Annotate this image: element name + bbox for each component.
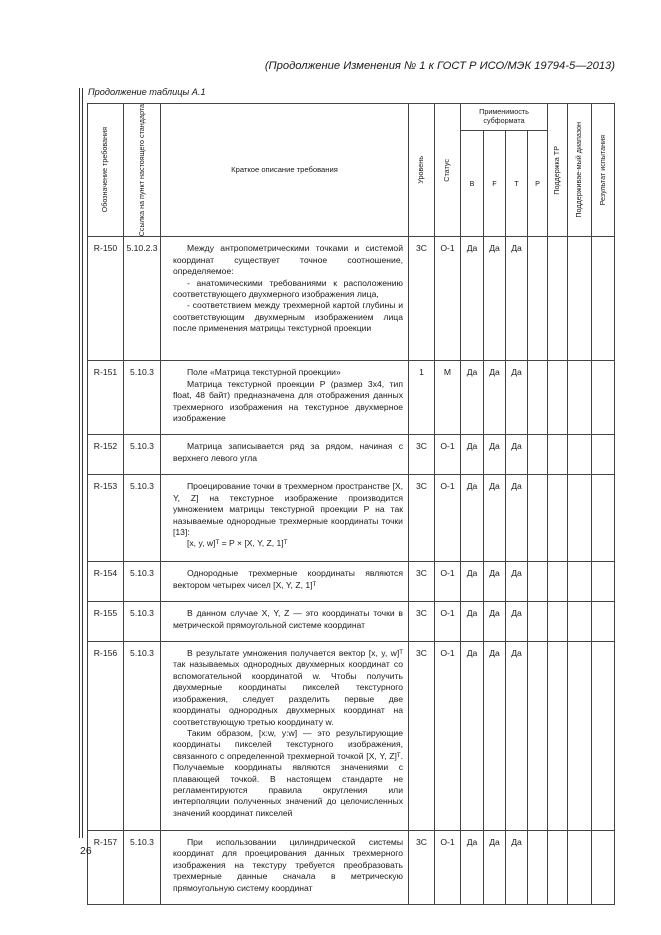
req-description — [161, 830, 409, 904]
table-body — [88, 237, 615, 905]
header-sub-b: В — [461, 131, 484, 237]
req-status: О-1 — [435, 237, 461, 361]
req-ref: 5.10.3 — [124, 475, 161, 562]
applicability-b: Да — [461, 435, 484, 475]
applicability-b: Да — [461, 641, 484, 830]
req-description — [161, 475, 409, 562]
header-description: Краткое описание требования — [161, 104, 409, 237]
req-description — [161, 237, 409, 361]
req-level: 3С — [409, 830, 435, 904]
tr-support-cell — [548, 602, 568, 642]
applicability-p — [528, 641, 548, 830]
header-test-result: Результат испытания — [592, 104, 615, 237]
tr-support-cell — [548, 641, 568, 830]
margin-bar-right — [82, 88, 83, 838]
req-level: 3С — [409, 435, 435, 475]
applicability-t: Да — [506, 435, 528, 475]
header-level: Уровень — [409, 104, 435, 237]
applicability-t: Да — [506, 475, 528, 562]
tr-support-cell — [548, 830, 568, 904]
req-ref: 5.10.2.3 — [124, 237, 161, 361]
test-result-cell — [592, 475, 615, 562]
header-sub-p: Р — [528, 131, 548, 237]
req-description — [161, 361, 409, 435]
applicability-f: Да — [484, 435, 506, 475]
applicability-b: Да — [461, 237, 484, 361]
tr-support-cell — [548, 562, 568, 602]
applicability-b: Да — [461, 830, 484, 904]
test-result-cell — [592, 361, 615, 435]
range-support-cell — [568, 237, 592, 361]
applicability-f: Да — [484, 361, 506, 435]
table-continuation-label: Продолжение таблицы А.1 — [88, 87, 206, 97]
description-paragraph: - соответствием между трехмерной картой глубины и соответствующим двухмерным изображением лица после применения матрицы текстурной проекции — [173, 300, 403, 334]
req-description — [161, 562, 409, 602]
tr-support-cell — [548, 435, 568, 475]
applicability-f: Да — [484, 602, 506, 642]
applicability-t: Да — [506, 602, 528, 642]
test-result-cell — [592, 830, 615, 904]
applicability-f: Да — [484, 237, 506, 361]
test-result-cell — [592, 562, 615, 602]
table-row — [88, 361, 615, 435]
header-applicability: Применимость субформата — [461, 104, 548, 131]
applicability-p — [528, 435, 548, 475]
description-paragraph: Поле «Матрица текстурной проекции» — [187, 367, 341, 378]
req-id: R-152 — [88, 435, 124, 475]
description-paragraph: В результате умножения получается вектор [x, y, w]ᵀ так называемых однородных двухмерных координат со вспомогательной координатой w. Чтобы получить двухмерные координаты пикселей текстурного изображения, следует разделить первые две координаты однородных двухмерных координат на соответствующую третью координату w. — [173, 647, 403, 727]
description-paragraph: Однородные трехмерные координаты являются вектором четырех чисел [X, Y, Z, 1]ᵀ — [173, 568, 403, 590]
req-status: О-1 — [435, 602, 461, 642]
applicability-f: Да — [484, 830, 506, 904]
applicability-p — [528, 361, 548, 435]
range-support-cell — [568, 830, 592, 904]
req-level: 3С — [409, 562, 435, 602]
test-result-cell — [592, 602, 615, 642]
test-result-cell — [592, 237, 615, 361]
req-id: R-151 — [88, 361, 124, 435]
table-row — [88, 562, 615, 602]
req-id: R-153 — [88, 475, 124, 562]
applicability-p — [528, 475, 548, 562]
req-ref: 5.10.3 — [124, 641, 161, 830]
description-paragraph: Матрица текстурной проекции P (размер 3x4, тип float, 48 байт) предназначена для отображения данных трехмерного изображения на текстурное двухмерное изображение — [173, 378, 403, 424]
range-support-cell — [568, 641, 592, 830]
applicability-f: Да — [484, 562, 506, 602]
req-description — [161, 641, 409, 830]
req-description — [161, 602, 409, 642]
req-level: 1 — [409, 361, 435, 435]
table-row — [88, 602, 615, 642]
applicability-t: Да — [506, 830, 528, 904]
req-status: О-1 — [435, 562, 461, 602]
req-status: О-1 — [435, 641, 461, 830]
range-support-cell — [568, 435, 592, 475]
margin-bar-left — [79, 88, 80, 838]
header-range-support: Поддерживае-мый диапазон — [568, 104, 592, 237]
req-id: R-150 — [88, 237, 124, 361]
req-level: 3С — [409, 602, 435, 642]
req-level: 3С — [409, 641, 435, 830]
test-result-cell — [592, 435, 615, 475]
page-number: 26 — [80, 845, 92, 857]
req-id: R-154 — [88, 562, 124, 602]
table-row — [88, 475, 615, 562]
header-tr-support: Поддержка ТР — [548, 104, 568, 237]
applicability-b: Да — [461, 361, 484, 435]
description-paragraph: Между антропометрическими точками и системой координат существует точное соотношение, определяемое: — [173, 243, 403, 277]
applicability-t: Да — [506, 641, 528, 830]
table-row — [88, 641, 615, 830]
applicability-b: Да — [461, 602, 484, 642]
req-level: 3С — [409, 237, 435, 361]
applicability-b: Да — [461, 475, 484, 562]
header-designation: Обозначение требования — [88, 104, 124, 237]
applicability-p — [528, 237, 548, 361]
header-sub-f: F — [484, 131, 506, 237]
range-support-cell — [568, 602, 592, 642]
applicability-t: Да — [506, 361, 528, 435]
description-paragraph: Матрица записывается ряд за рядом, начиная с верхнего левого угла — [173, 441, 403, 463]
applicability-f: Да — [484, 641, 506, 830]
req-description — [161, 435, 409, 475]
tr-support-cell — [548, 361, 568, 435]
tr-support-cell — [548, 475, 568, 562]
applicability-p — [528, 562, 548, 602]
tr-support-cell — [548, 237, 568, 361]
req-status: О-1 — [435, 475, 461, 562]
req-id: R-155 — [88, 602, 124, 642]
description-paragraph: При использовании цилиндрической системы координат для проецирования данных трехмерного изображения на текстуру требуется преобразовать трехмерные данные сначала в метрическую прямоугольную систему координат — [173, 836, 403, 893]
range-support-cell — [568, 475, 592, 562]
applicability-p — [528, 602, 548, 642]
range-support-cell — [568, 562, 592, 602]
applicability-t: Да — [506, 237, 528, 361]
applicability-t: Да — [506, 562, 528, 602]
description-paragraph: - анатомическими требованиями к расположению соответствующего двухмерного изображения лица, — [173, 277, 403, 300]
table-header — [88, 104, 615, 237]
description-paragraph: Таким образом, [x:w, y:w] — это результирующие координаты пикселей текстурного изображения, связанного с определенной трехмерной точкой [X, Y, Z]ᵀ. Получаемые координаты являются значениями с плавающей точкой. В настоящем стандарте не регламентируются правила округления или интерполяции полученных значений до целочисленных значений координат пикселей — [173, 727, 403, 818]
req-status: М — [435, 361, 461, 435]
applicability-b: Да — [461, 562, 484, 602]
applicability-p — [528, 830, 548, 904]
req-status: О-1 — [435, 435, 461, 475]
table-row — [88, 830, 615, 904]
description-paragraph: [x, y, w]ᵀ = P × [X, Y, Z, 1]ᵀ — [187, 538, 288, 549]
header-status: Статус — [435, 104, 461, 237]
table-row — [88, 237, 615, 361]
req-id: R-156 — [88, 641, 124, 830]
req-status: О-1 — [435, 830, 461, 904]
applicability-f: Да — [484, 475, 506, 562]
header-reference: Ссылка на пункт настоящего стандарта — [124, 104, 161, 237]
header-sub-t: Т — [506, 131, 528, 237]
requirements-table — [87, 103, 615, 905]
description-paragraph: В данном случае X, Y, Z — это координаты точки в метрической прямоугольной системе координат — [173, 608, 403, 630]
req-ref: 5.10.3 — [124, 361, 161, 435]
req-ref: 5.10.3 — [124, 830, 161, 904]
req-level: 3С — [409, 475, 435, 562]
req-ref: 5.10.3 — [124, 562, 161, 602]
description-paragraph: Проецирование точки в трехмерном пространстве [X, Y, Z] на текстурное изображение производится умножением матрицы текстурной проекции P на так называемые однородные трехмерные координаты точки [13]: — [173, 481, 403, 537]
req-ref: 5.10.3 — [124, 435, 161, 475]
req-id: R-157 — [88, 830, 124, 904]
test-result-cell — [592, 641, 615, 830]
req-ref: 5.10.3 — [124, 602, 161, 642]
table-row — [88, 435, 615, 475]
running-head: (Продолжение Изменения № 1 к ГОСТ Р ИСО/МЭК 19794-5—2013) — [264, 60, 615, 72]
range-support-cell — [568, 361, 592, 435]
